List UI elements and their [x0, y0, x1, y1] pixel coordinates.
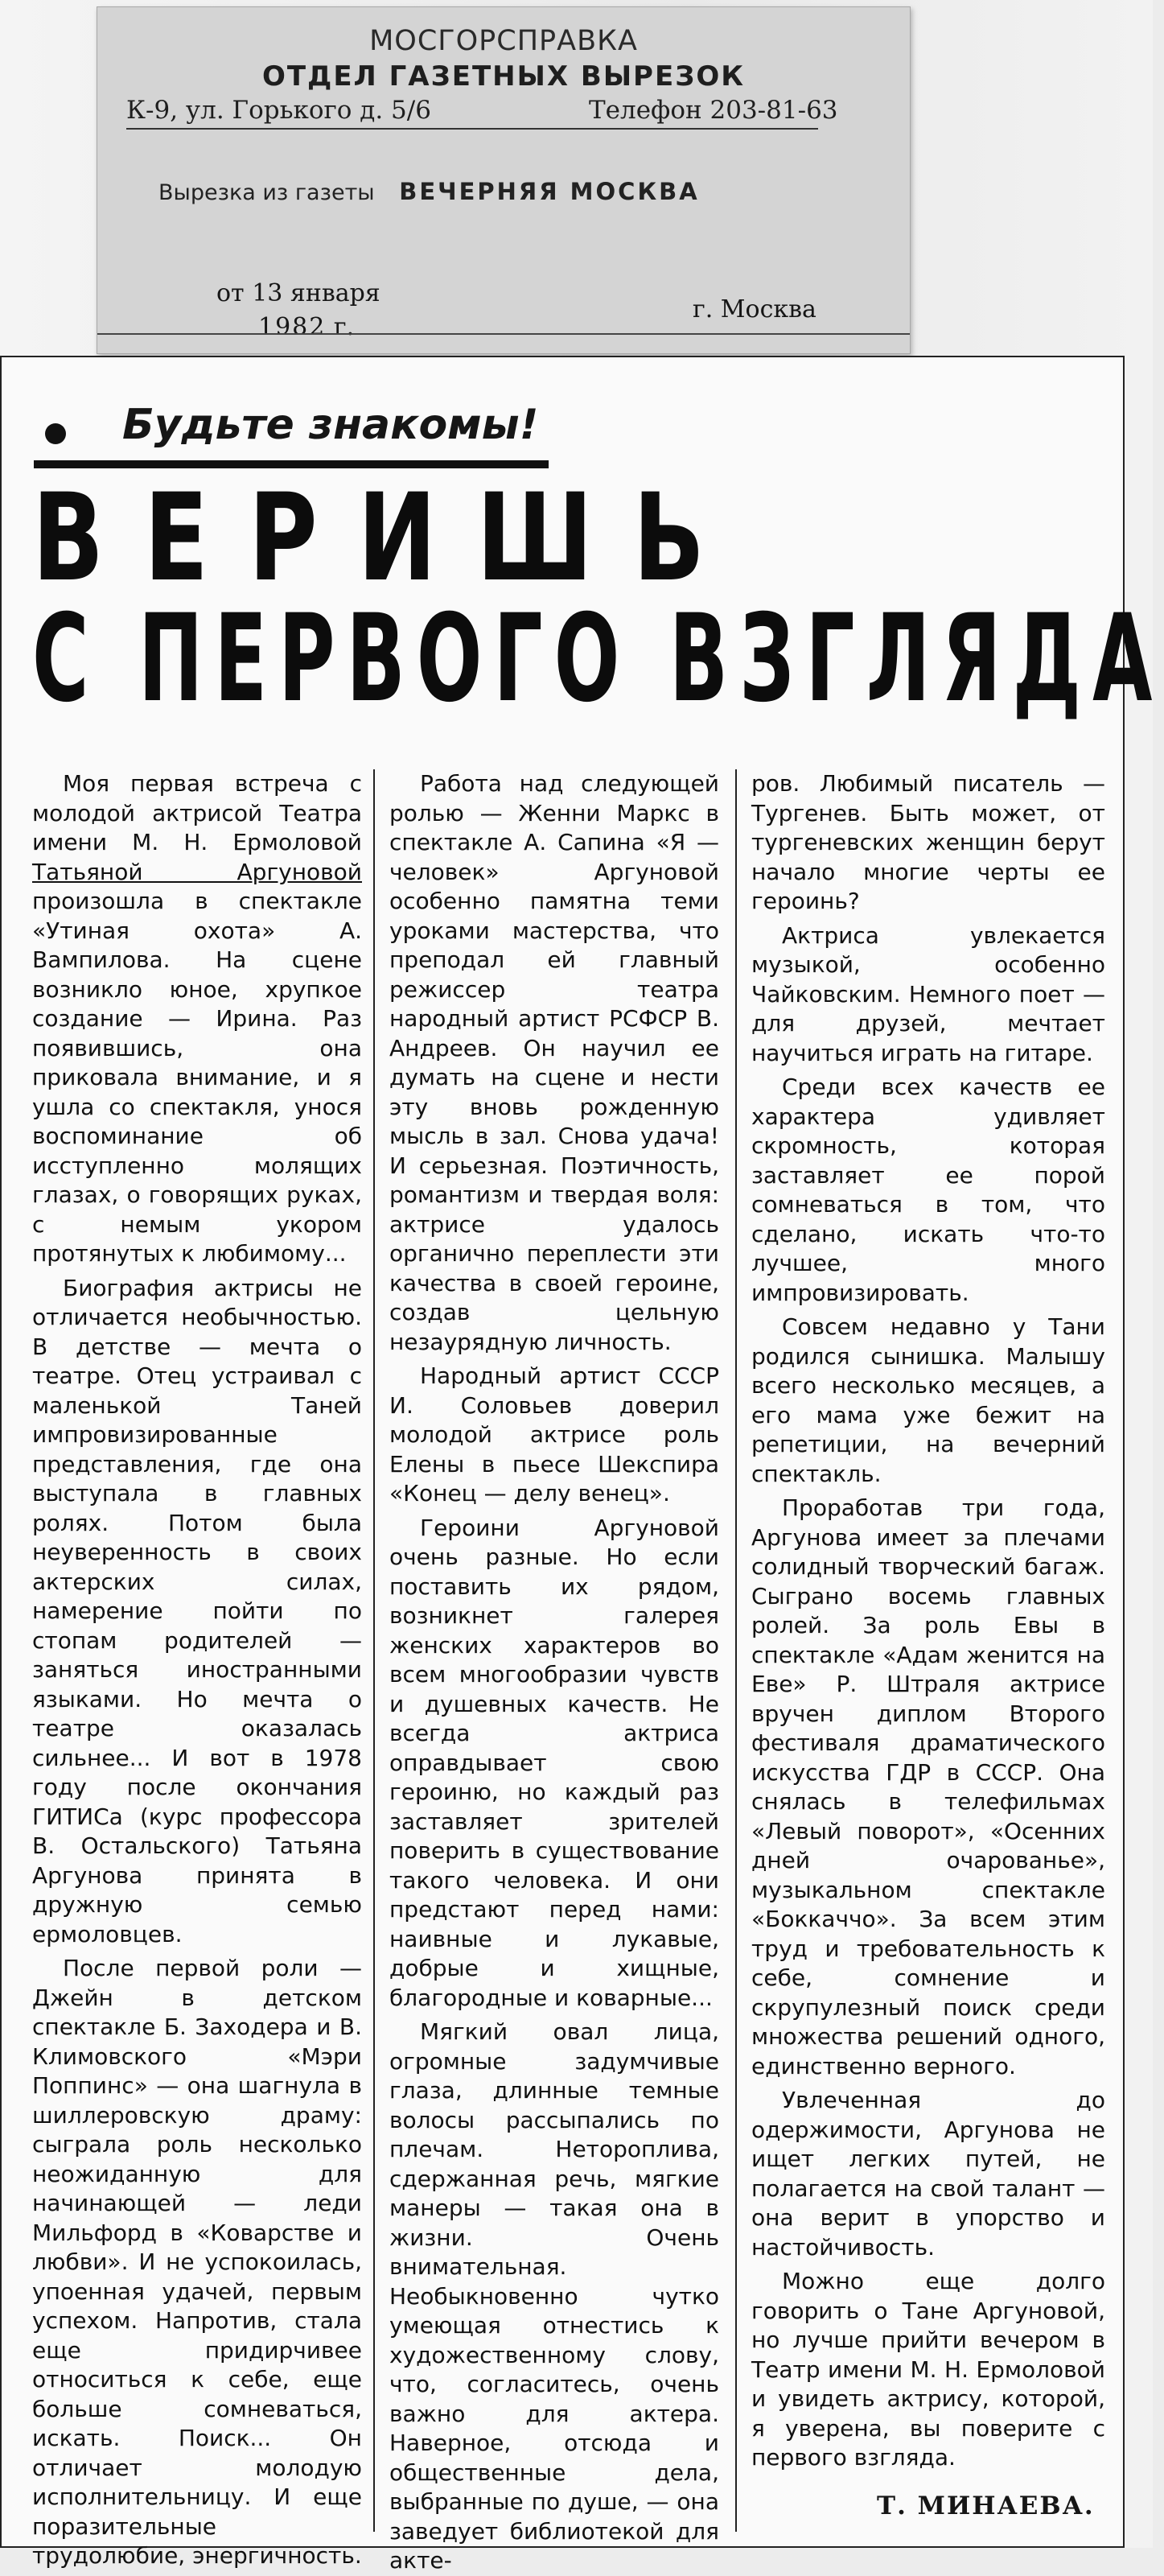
paragraph: Актриса увлекается музыкой, особенно Чайковским. Немного поет — для друзей, мечтает научиться играть на гитаре.	[751, 921, 1105, 1066]
paragraph: После первой роли — Джейн в детском спектакле Б. Заходера и В. Климовского «Мэри Поппинс» — она шагнула в шиллеровскую драму: сыграла роль несколько неожиданную для начинающей — леди Мильфорд в «Коварстве и любви». И не успокоилась, упоенная удачей, первым успехом. Напротив, стала еще придирчивее относиться к себе, еще больше сомневаться, искать. Поиск... Он отличает молодую исполнительницу. И еще поразительные трудолюбие, энергичность.	[32, 1955, 362, 2569]
clip-city: г. Москва	[693, 295, 816, 324]
agency-address: К-9, ул. Горького д. 5/6	[126, 96, 431, 125]
column-divider	[373, 769, 375, 2532]
paragraph-text: Моя первая встреча с молодой актрисой Театра имени М. Н. Ермоловой	[32, 770, 362, 855]
paragraph: Совсем недавно у Тани родился сынишка. Малышу всего несколько месяцев, а его мама уже бежит на репетиции, на вечерний спектакль.	[751, 1313, 1105, 1487]
agency-phone: Телефон 203-81-63	[589, 96, 838, 125]
paragraph: Увлеченная до одержимости, Аргунова не ищет легких путей, не полагается на свой талант — она верит в упорство и настойчивость.	[751, 2087, 1105, 2261]
author-signature: Т. МИНАЕВА.	[877, 2492, 1095, 2520]
stamp-divider	[97, 333, 910, 335]
newspaper-name: ВЕЧЕРНЯЯ МОСКВА	[399, 178, 700, 205]
article-column-2	[389, 769, 719, 2574]
actress-name: Татьяной Аргуновой	[32, 858, 362, 885]
clip-source-line	[158, 178, 700, 205]
clip-label: Вырезка из газеты	[158, 180, 375, 205]
press-clipping-stamp	[97, 6, 911, 354]
rubric-title: Будьте знакомы!	[122, 401, 539, 449]
agency-address-line	[126, 96, 838, 130]
agency-name: МОСГОРСПРАВКА	[369, 25, 638, 57]
paragraph: Героини Аргуновой очень разные. Но если поставить их рядом, возникнет галерея женских характеров во всем многообразии чувств и душевных качеств. Не всегда актриса оправдывает свою героиню, но каждый раз заставляет зрителей поверить в существование такого человека. И они предстают перед нами: наивные и лукавые, добрые и хищные, благородные и коварные...	[389, 1514, 719, 2011]
rubric	[34, 396, 549, 468]
article-column-3	[751, 769, 1105, 2532]
paragraph	[32, 769, 362, 1269]
paragraph: Работа над следующей ролью — Женни Маркс в спектакле А. Сапина «Я — человек» Аргуновой особенно памятна теми уроками мастерства, что преподал ей главный режиссер театра народный артист РСФСР В. Андреев. Он научил ее думать на сцене и нести эту вновь рожденную мысль в зал. Снова удача! И серьезная. Поэтичность, романтизм и твердая воля: актрисе удалось органично переплести эти качества в своей героине, создав цельную незаурядную личность.	[389, 770, 719, 1355]
article-column-1	[32, 769, 362, 2569]
paragraph: Биография актрисы не отличается необычностью. В детстве — мечта о театре. Отец устраивал с маленькой Таней импровизированные представления, где она выступала в главных ролях. Потом была неуверенность в своих актерских силах, намерение пойти по стопам родителей — заняться иностранными языками. Но мечта о театре оказалась сильнее... И вот в 1978 году после окончания ГИТИСа (курс профессора В. Остальского) Татьяна Аргунова принята в дружную семью ермоловцев.	[32, 1274, 362, 1947]
paragraph: Мягкий овал лица, огромные задумчивые глаза, длинные темные волосы рассыпались по плечам. Нетороплива, сдержанная речь, мягкие манеры — такая она в жизни. Очень внимательная. Необыкновенно чутко умеющая отнестись к художественному слову, что, согласитесь, очень важно для актера. Наверное, отсюда и общественные дела, выбранные по душе, — она заведует библиотекой для акте-	[389, 2018, 719, 2574]
bullet-icon	[45, 423, 66, 444]
clip-year-suffix: г.	[333, 313, 355, 341]
department-name: ОТДЕЛ ГАЗЕТНЫХ ВЫРЕЗОК	[261, 60, 746, 93]
paragraph-text: произошла в спектакле «Утиная охота» А. Вампилова. На сцене возникло юное, хрупкое создание — Ирина. Раз появившись, она приковала внимание, и я ушла со спектакля, унося воспоминание об исступленно молящих глазах, о говорящих руках, с немым укором протянутых к любимому...	[32, 888, 362, 1267]
headline-line-1: ВЕРИШЬ	[32, 468, 746, 608]
paragraph: Среди всех качеств ее характера удивляет скромность, которая заставляет ее порой сомневаться в том, что сделано, искать что-то лучшее, много импровизировать.	[751, 1074, 1105, 1306]
rubric-rule	[34, 460, 549, 468]
column-divider	[735, 769, 737, 2532]
headline-line-2: С ПЕРВОГО ВЗГЛЯДА	[32, 589, 1164, 729]
newspaper-article	[0, 356, 1164, 2574]
clip-date: от 13 января	[216, 279, 380, 307]
paragraph: Можно еще долго говорить о Тане Аргуновой, но лучше прийти вечером в Театр имени М. Н. Ермоловой и увидеть актрису, которой, я уверена, вы поверите с первого взгляда.	[751, 2268, 1105, 2471]
paragraph: Народный артист СССР И. Соловьев доверил молодой актрисе роль Елены в пьесе Шекспира «Конец — делу венец».	[389, 1362, 719, 1506]
clip-year-line	[258, 313, 354, 341]
paragraph: Проработав три года, Аргунова имеет за плечами солидный творческий багаж. Сыграно восемь главных ролей. За роль Евы в спектакле «Адам женится на Еве» Р. Штраля актрисе вручен диплом Второго фестиваля драматического искусства ГДР в СССР. Она снялась в телефильмах «Левый поворот», «Осенних дней очарованье», музыкальном спектакле «Боккаччо». За всем этим труд и требовательность к себе, сомнение и скрупулезный поиск среди множества решений одного, единственно верного.	[751, 1494, 1105, 2079]
paragraph: ров. Любимый писатель — Тургенев. Быть может, от тургеневских женщин берут начало многие черты ее героинь?	[751, 770, 1105, 914]
clip-year: 1982	[258, 313, 327, 341]
